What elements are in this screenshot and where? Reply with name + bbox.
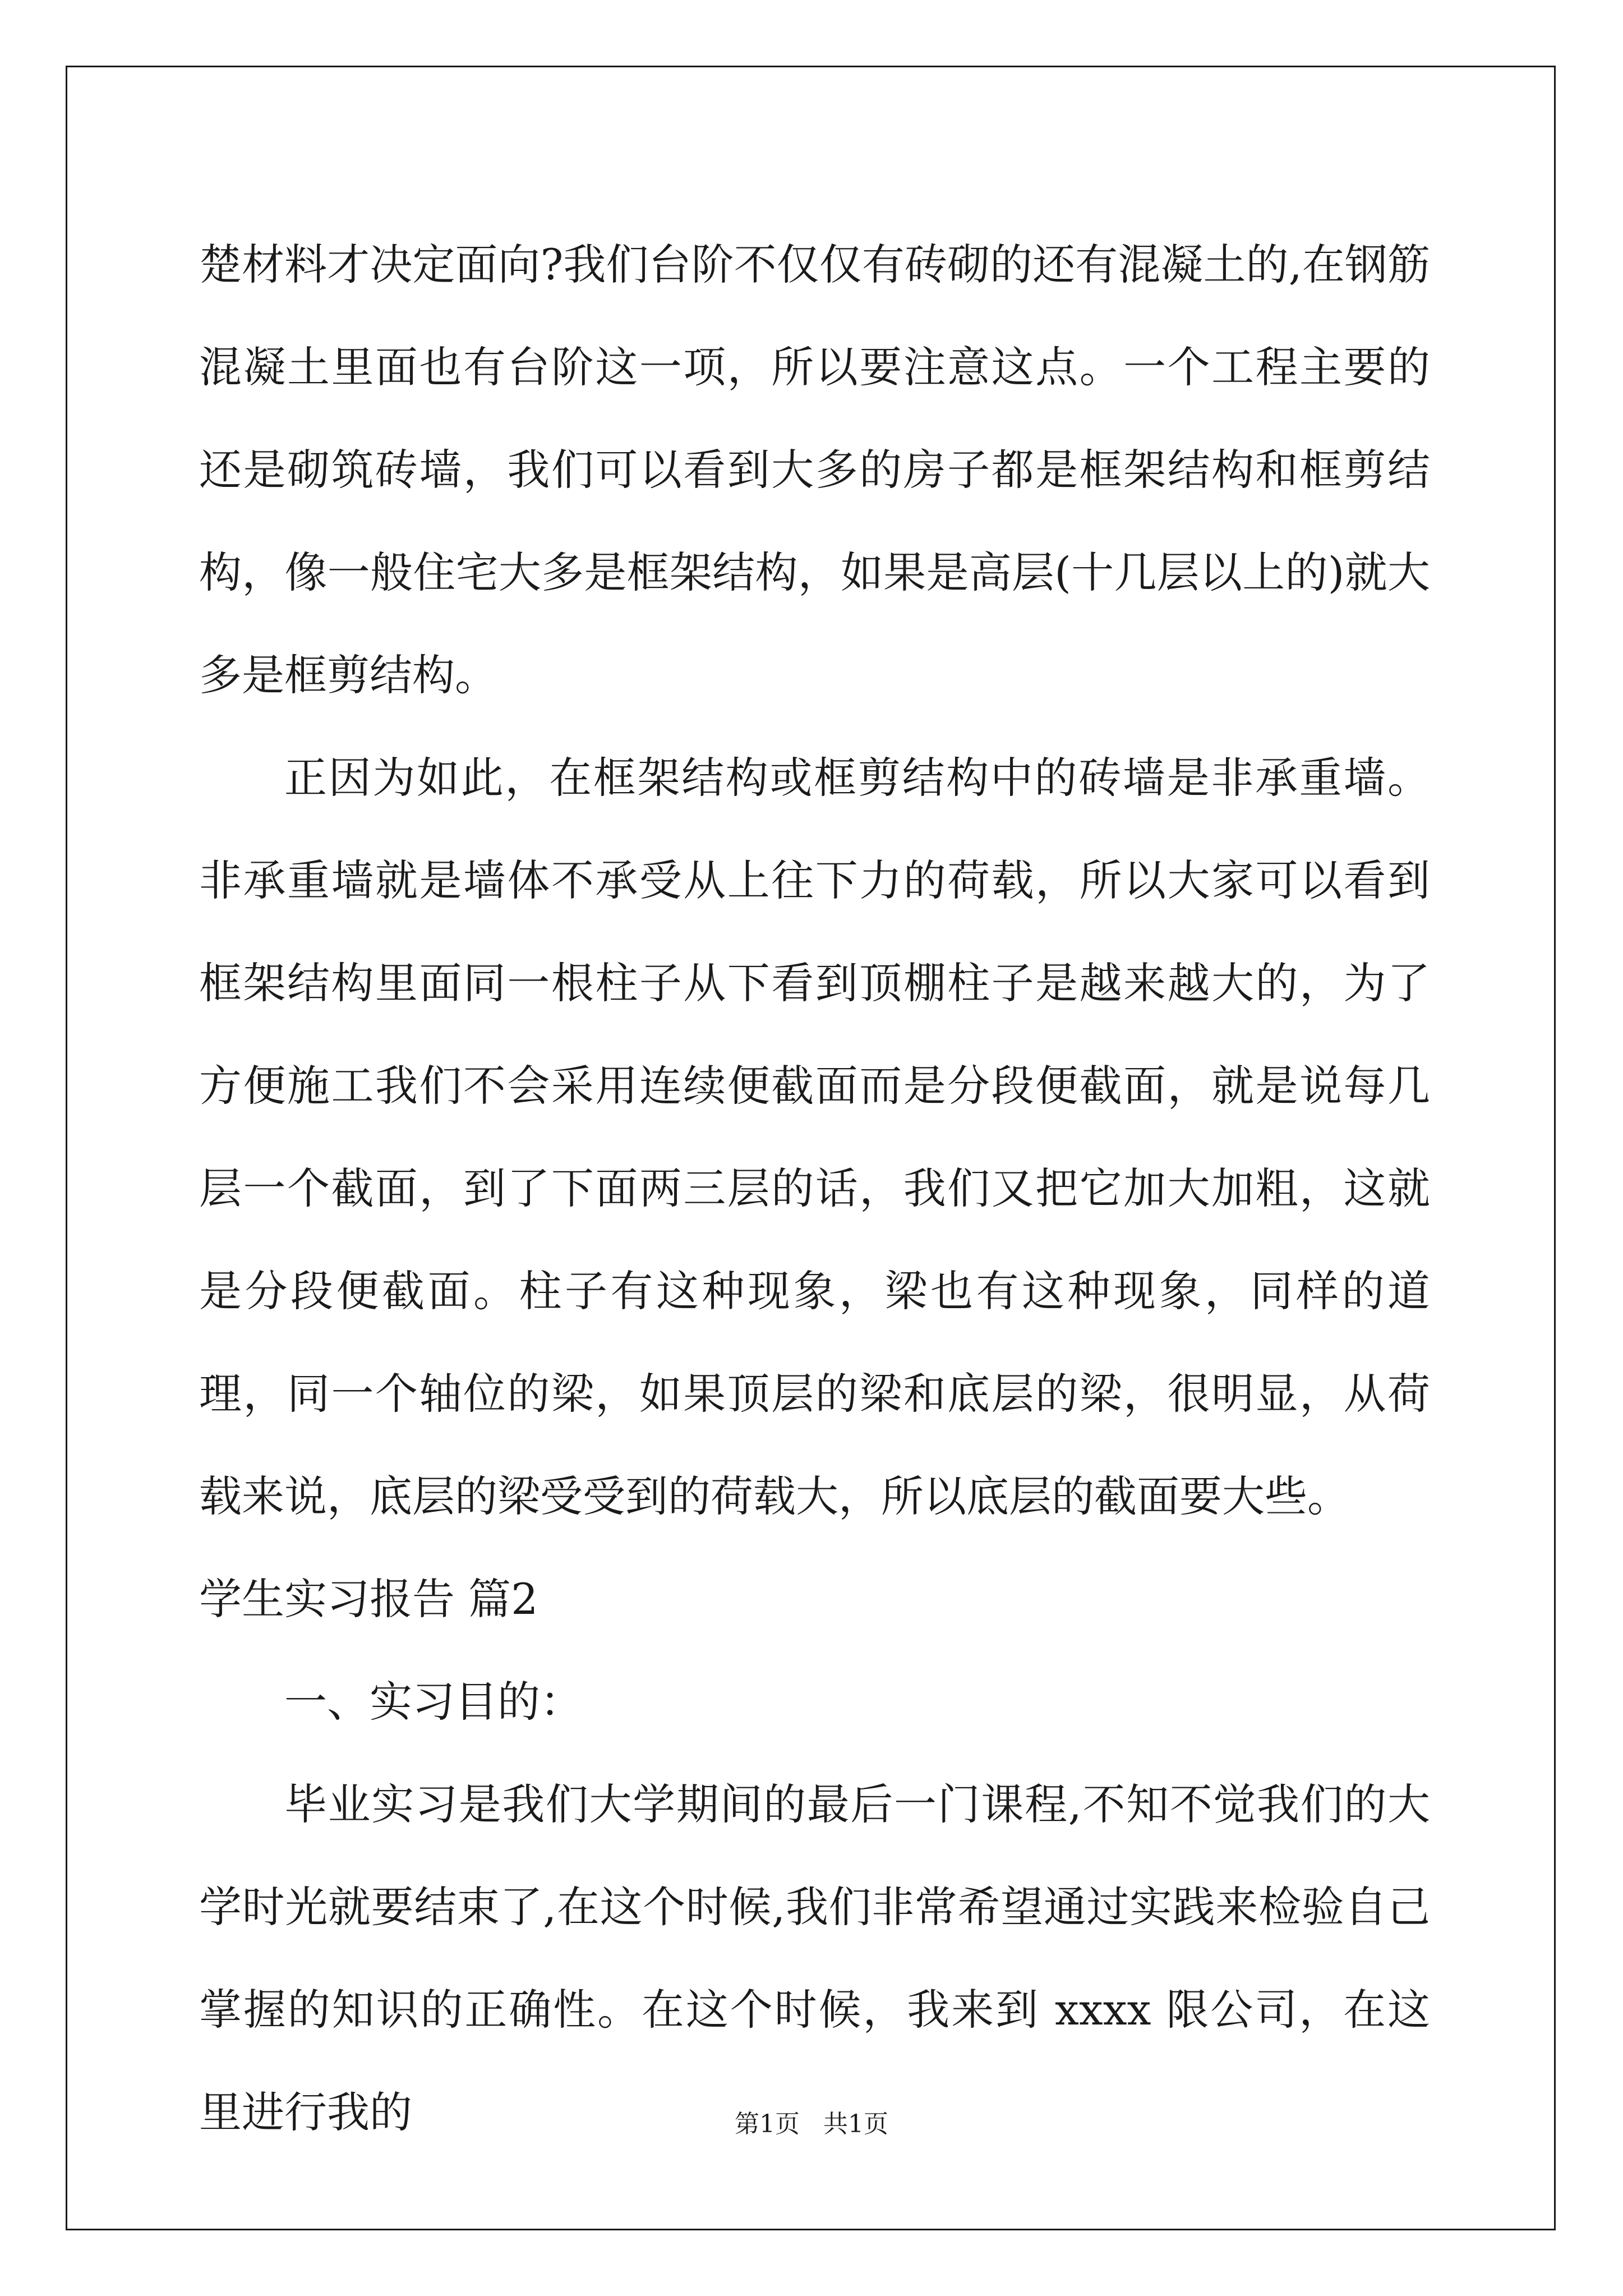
paragraph-internship-intro: 毕业实习是我们大学期间的最后一门课程,不知不觉我们的大学时光就要结束了,在这个时候,我们非常希望通过实践来检验自己掌握的知识的正确性。在这个时候，我来到 xxxx 限公司，在这里进行我的 [199,1779,1430,2137]
page-footer: 第1页 共1页 [735,2110,888,2138]
paragraph-wall-structure: 正因为如此，在框架结构或框剪结构中的砖墙是非承重墙。非承重墙就是墙体不承受从上往下力的荷载，所以大家可以看到框架结构里面同一根柱子从下看到顶棚柱子是越来越大的，为了方便施工我们不会采用连续便截面而是分段便截面，就是说每几层一个截面，到了下面两三层的话，我们又把它加大加粗，这就是分段便截面。柱子有这种现象，梁也有这种现象，同样的道理，同一个轴位的梁，如果顶层的梁和底层的梁，很明显，从荷载来说，底层的梁受受到的荷载大，所以底层的截面要大些。 [199,753,1430,1521]
document-body [199,213,1430,2164]
subheading-purpose: 一、实习目的： [284,1677,583,1727]
paragraph-continuation: 楚材料才决定面向?我们台阶不仅仅有砖砌的还有混凝土的,在钢筋混凝土里面也有台阶这一项，所以要注意这点。一个工程主要的还是砌筑砖墙，我们可以看到大多的房子都是框架结构和框剪结构，像一般住宅大多是框架结构，如果是高层(十几层以上的)就大多是框剪结构。 [199,240,1430,700]
section-heading: 学生实习报告 篇2 [199,1574,538,1624]
